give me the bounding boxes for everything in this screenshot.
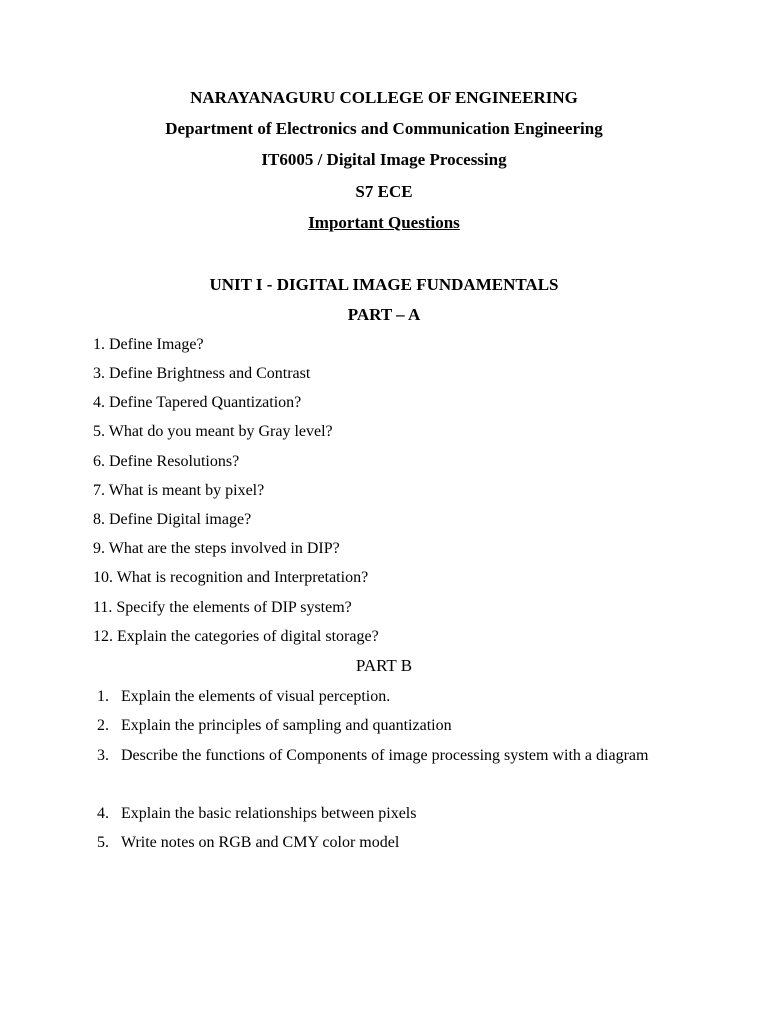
part-a-question: 12. Explain the categories of digital storage? <box>93 628 379 645</box>
part-b-question-text: Explain the principles of sampling and quantization <box>121 717 452 734</box>
document-title <box>0 212 768 234</box>
part-b-question <box>97 682 677 711</box>
part-b-question-number: 4. <box>97 805 109 822</box>
semester-label: S7 ECE <box>355 182 413 201</box>
part-b-question-text: Write notes on RGB and CMY color model <box>121 834 400 851</box>
department-name: Department of Electronics and Communication Engineering <box>165 119 603 138</box>
part-a-question: 1. Define Image? <box>93 336 204 353</box>
document-title-text: Important Questions <box>308 213 460 232</box>
part-a-question: 7. What is meant by pixel? <box>93 482 265 499</box>
part-a-heading: PART – A <box>347 305 421 324</box>
part-a-question: 10. What is recognition and Interpretation? <box>93 569 369 586</box>
part-b-question-text: Describe the functions of Components of image processing system with a diagram <box>121 747 649 764</box>
part-b-question-number: 3. <box>97 747 109 764</box>
part-a-question: 5. What do you meant by Gray level? <box>93 423 333 440</box>
part-b-question <box>97 741 677 770</box>
part-a-question: 8. Define Digital image? <box>93 511 252 528</box>
part-b-question-text: Explain the elements of visual perception. <box>121 688 391 705</box>
part-a-question: 4. Define Tapered Quantization? <box>93 394 302 411</box>
part-a-question: 6. Define Resolutions? <box>93 453 240 470</box>
part-b-question <box>97 711 677 740</box>
part-b-question-number: 5. <box>97 834 109 851</box>
part-a-question: 11. Specify the elements of DIP system? <box>93 599 352 616</box>
part-b-question-number: 2. <box>97 717 109 734</box>
part-b-question-number: 1. <box>97 688 109 705</box>
course-title: IT6005 / Digital Image Processing <box>261 150 507 169</box>
part-a-question: 9. What are the steps involved in DIP? <box>93 540 340 557</box>
part-b-question <box>97 799 677 828</box>
unit-title: UNIT I - DIGITAL IMAGE FUNDAMENTALS <box>209 275 559 294</box>
part-b-heading: PART B <box>355 656 413 675</box>
part-b-question-text: Explain the basic relationships between pixels <box>121 805 417 822</box>
part-b-question <box>97 828 677 857</box>
part-a-question: 3. Define Brightness and Contrast <box>93 365 311 382</box>
college-name: NARAYANAGURU COLLEGE OF ENGINEERING <box>190 88 578 107</box>
